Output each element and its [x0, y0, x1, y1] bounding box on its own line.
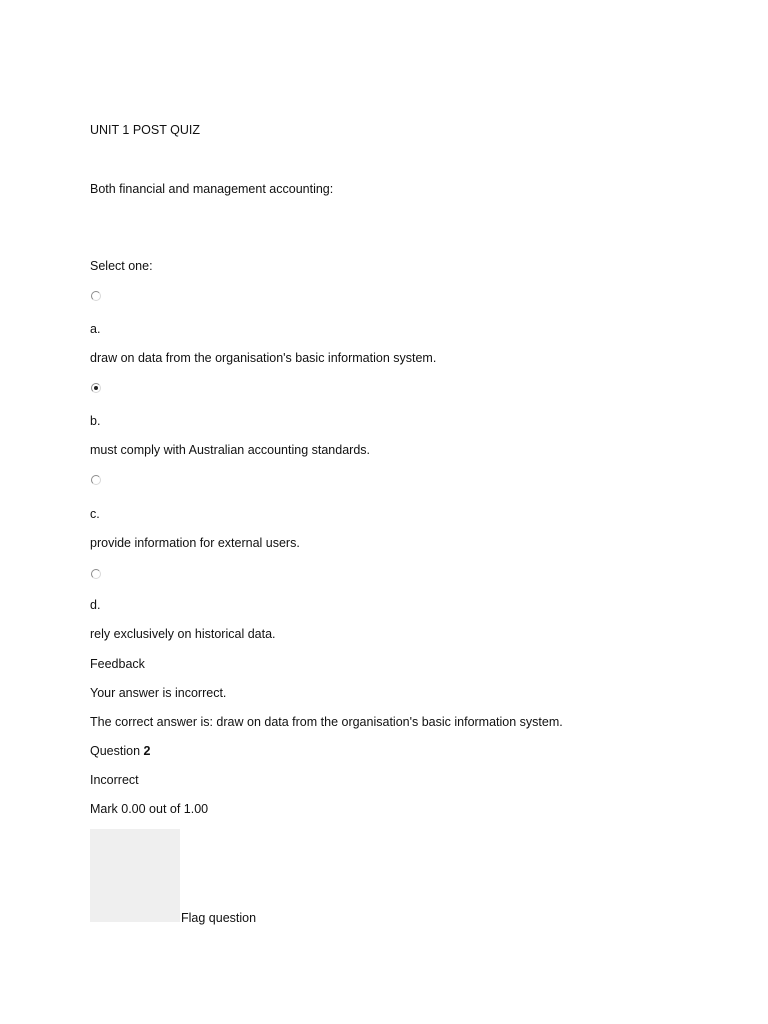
question-text: Both financial and management accounting: [90, 182, 334, 196]
question-label: Question [90, 744, 141, 758]
question-number-line [90, 743, 150, 759]
flag-question-link[interactable]: Flag question [181, 911, 257, 925]
feedback-result: Your answer is incorrect. [90, 686, 227, 700]
option-a-text[interactable]: draw on data from the organisation's basic information system. [90, 351, 437, 365]
flag-icon-placeholder[interactable] [90, 829, 180, 922]
option-c-radio[interactable] [91, 475, 101, 485]
feedback-correct-answer: The correct answer is: draw on data from the organisation's basic information system. [90, 715, 563, 729]
option-a-letter: a. [90, 322, 101, 336]
option-c-text[interactable]: provide information for external users. [90, 536, 300, 550]
option-c-letter: c. [90, 507, 100, 521]
option-d-radio[interactable] [91, 569, 101, 579]
option-b-letter: b. [90, 414, 101, 428]
option-d-letter: d. [90, 598, 101, 612]
select-prompt: Select one: [90, 259, 153, 273]
quiz-title: UNIT 1 POST QUIZ [90, 123, 200, 137]
question-number: 2 [143, 744, 151, 758]
option-a-radio[interactable] [91, 291, 101, 301]
option-d-text[interactable]: rely exclusively on historical data. [90, 627, 276, 641]
question-mark: Mark 0.00 out of 1.00 [90, 802, 209, 816]
option-b-text[interactable]: must comply with Australian accounting standards. [90, 443, 370, 457]
option-b-radio[interactable] [91, 383, 101, 393]
feedback-heading: Feedback [90, 657, 145, 671]
question-state: Incorrect [90, 773, 139, 787]
